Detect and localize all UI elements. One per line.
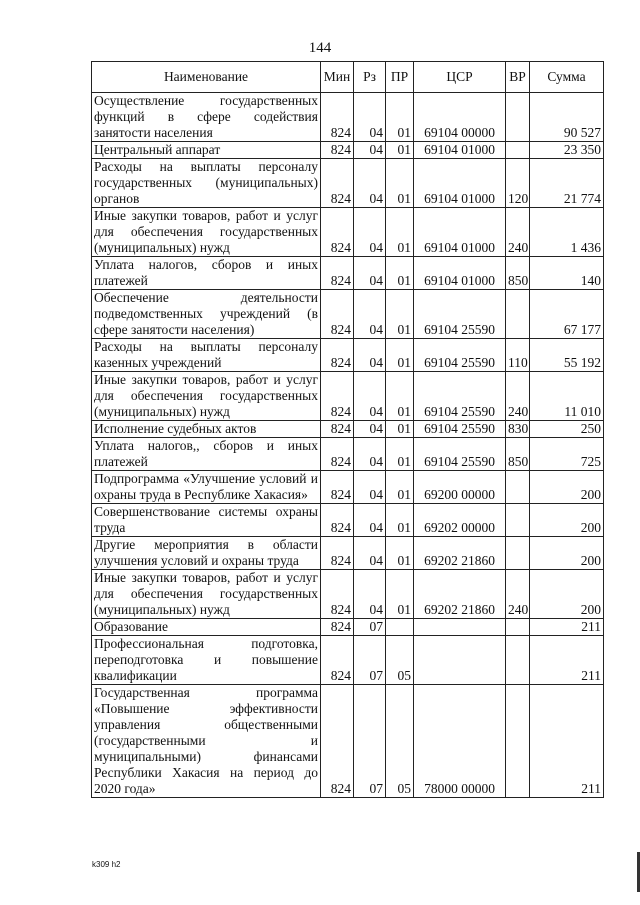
row-name: Иные закупки товаров, работ и услуг для обеспечения государственных (муниципальных) нужд (92, 570, 321, 619)
row-pr: 01 (386, 471, 414, 504)
row-csr: 69104 25590 (414, 339, 506, 372)
row-pr: 01 (386, 570, 414, 619)
row-csr (414, 619, 506, 636)
row-sum: 200 (530, 570, 604, 619)
row-vr: 240 (506, 208, 530, 257)
table-row (92, 142, 604, 159)
table-row (92, 257, 604, 290)
table-row (92, 504, 604, 537)
row-rz: 04 (354, 438, 386, 471)
row-vr (506, 93, 530, 142)
row-vr (506, 290, 530, 339)
row-pr (386, 619, 414, 636)
row-name: Профессиональная подготовка, переподготовка и повышение квалификации (92, 636, 321, 685)
row-min: 824 (321, 257, 354, 290)
header-sum: Сумма (530, 62, 604, 93)
page-number: 144 (308, 40, 332, 56)
row-vr (506, 504, 530, 537)
row-vr (506, 636, 530, 685)
row-vr (506, 142, 530, 159)
row-name: Расходы на выплаты персоналу государственных (муниципальных) органов (92, 159, 321, 208)
row-rz: 07 (354, 685, 386, 798)
row-sum: 200 (530, 471, 604, 504)
row-sum: 1 436 (530, 208, 604, 257)
table-row (92, 537, 604, 570)
row-name: Образование (92, 619, 321, 636)
row-min: 824 (321, 208, 354, 257)
row-csr: 69202 21860 (414, 570, 506, 619)
header-name: Наименование (92, 62, 321, 93)
row-rz: 04 (354, 208, 386, 257)
row-sum: 211 (530, 636, 604, 685)
row-sum: 140 (530, 257, 604, 290)
row-min: 824 (321, 471, 354, 504)
row-min: 824 (321, 570, 354, 619)
row-min: 824 (321, 504, 354, 537)
table-row (92, 339, 604, 372)
row-min: 824 (321, 438, 354, 471)
row-pr: 01 (386, 421, 414, 438)
header-vr: ВР (506, 62, 530, 93)
footer-code: k309 h2 (92, 860, 121, 869)
row-pr: 01 (386, 537, 414, 570)
row-rz: 04 (354, 570, 386, 619)
row-pr: 05 (386, 685, 414, 798)
table-row (92, 619, 604, 636)
row-vr: 120 (506, 159, 530, 208)
row-min: 824 (321, 636, 354, 685)
row-sum: 11 010 (530, 372, 604, 421)
row-min: 824 (321, 421, 354, 438)
row-vr: 240 (506, 372, 530, 421)
row-name: Исполнение судебных актов (92, 421, 321, 438)
row-min: 824 (321, 93, 354, 142)
row-csr: 69104 25590 (414, 438, 506, 471)
row-vr: 850 (506, 257, 530, 290)
row-name: Расходы на выплаты персоналу казенных учреждений (92, 339, 321, 372)
budget-table (91, 61, 604, 798)
row-csr: 69104 01000 (414, 159, 506, 208)
row-min: 824 (321, 339, 354, 372)
row-name: Иные закупки товаров, работ и услуг для обеспечения государственных (муниципальных) нужд (92, 208, 321, 257)
row-sum: 90 527 (530, 93, 604, 142)
row-min: 824 (321, 159, 354, 208)
row-name: Совершенствование системы охраны труда (92, 504, 321, 537)
row-rz: 04 (354, 93, 386, 142)
row-name: Подпрограмма «Улучшение условий и охраны труда в Республике Хакасия» (92, 471, 321, 504)
row-rz: 04 (354, 372, 386, 421)
row-csr (414, 636, 506, 685)
table-header-row (92, 62, 604, 93)
row-min: 824 (321, 619, 354, 636)
row-pr: 01 (386, 339, 414, 372)
table-row (92, 636, 604, 685)
row-name: Иные закупки товаров, работ и услуг для обеспечения государственных (муниципальных) нужд (92, 372, 321, 421)
table-row (92, 685, 604, 798)
table-row (92, 372, 604, 421)
row-rz: 04 (354, 537, 386, 570)
row-sum: 211 (530, 685, 604, 798)
row-rz: 04 (354, 421, 386, 438)
table-row (92, 471, 604, 504)
row-csr: 69104 25590 (414, 290, 506, 339)
row-vr: 830 (506, 421, 530, 438)
row-rz: 04 (354, 159, 386, 208)
table-row (92, 208, 604, 257)
row-rz: 04 (354, 471, 386, 504)
row-csr: 69104 01000 (414, 208, 506, 257)
table-row (92, 93, 604, 142)
row-vr (506, 537, 530, 570)
row-min: 824 (321, 372, 354, 421)
row-rz: 04 (354, 339, 386, 372)
row-rz: 07 (354, 619, 386, 636)
row-sum: 250 (530, 421, 604, 438)
row-vr (506, 685, 530, 798)
header-pr: ПР (386, 62, 414, 93)
row-pr: 01 (386, 142, 414, 159)
row-vr: 240 (506, 570, 530, 619)
row-pr: 01 (386, 372, 414, 421)
row-rz: 04 (354, 142, 386, 159)
row-sum: 21 774 (530, 159, 604, 208)
table-row (92, 290, 604, 339)
row-name: Другие мероприятия в области улучшения условий и охраны труда (92, 537, 321, 570)
row-csr: 69202 00000 (414, 504, 506, 537)
row-name: Уплата налогов,, сборов и иных платежей (92, 438, 321, 471)
row-pr: 01 (386, 93, 414, 142)
row-name: Обеспечение деятельности подведомственных учреждений (в сфере занятости населения) (92, 290, 321, 339)
header-csr: ЦСР (414, 62, 506, 93)
row-name: Государственная программа «Повышение эффективности управления общественными (государственными и муниципальными) финансами Республики Хакасия на период до 2020 года» (92, 685, 321, 798)
row-pr: 01 (386, 257, 414, 290)
row-rz: 07 (354, 636, 386, 685)
row-csr: 69104 25590 (414, 372, 506, 421)
row-min: 824 (321, 290, 354, 339)
row-pr: 01 (386, 290, 414, 339)
row-min: 824 (321, 537, 354, 570)
row-min: 824 (321, 142, 354, 159)
row-name: Уплата налогов, сборов и иных платежей (92, 257, 321, 290)
row-min: 824 (321, 685, 354, 798)
row-rz: 04 (354, 290, 386, 339)
row-sum: 200 (530, 504, 604, 537)
table-row (92, 570, 604, 619)
header-rz: Рз (354, 62, 386, 93)
row-pr: 01 (386, 159, 414, 208)
header-min: Мин (321, 62, 354, 93)
row-vr (506, 619, 530, 636)
row-sum: 200 (530, 537, 604, 570)
row-csr: 78000 00000 (414, 685, 506, 798)
row-rz: 04 (354, 257, 386, 290)
row-vr: 110 (506, 339, 530, 372)
row-sum: 67 177 (530, 290, 604, 339)
table-row (92, 421, 604, 438)
row-pr: 01 (386, 208, 414, 257)
table-row (92, 438, 604, 471)
row-pr: 05 (386, 636, 414, 685)
row-sum: 211 (530, 619, 604, 636)
row-csr: 69104 25590 (414, 421, 506, 438)
row-rz: 04 (354, 504, 386, 537)
row-name: Центральный аппарат (92, 142, 321, 159)
row-sum: 725 (530, 438, 604, 471)
row-sum: 55 192 (530, 339, 604, 372)
row-csr: 69104 01000 (414, 142, 506, 159)
row-csr: 69104 01000 (414, 257, 506, 290)
row-pr: 01 (386, 438, 414, 471)
row-csr: 69104 00000 (414, 93, 506, 142)
row-name: Осуществление государственных функций в сфере содействия занятости населения (92, 93, 321, 142)
row-sum: 23 350 (530, 142, 604, 159)
row-vr: 850 (506, 438, 530, 471)
row-csr: 69202 21860 (414, 537, 506, 570)
row-csr: 69200 00000 (414, 471, 506, 504)
table-row (92, 159, 604, 208)
row-pr: 01 (386, 504, 414, 537)
row-vr (506, 471, 530, 504)
